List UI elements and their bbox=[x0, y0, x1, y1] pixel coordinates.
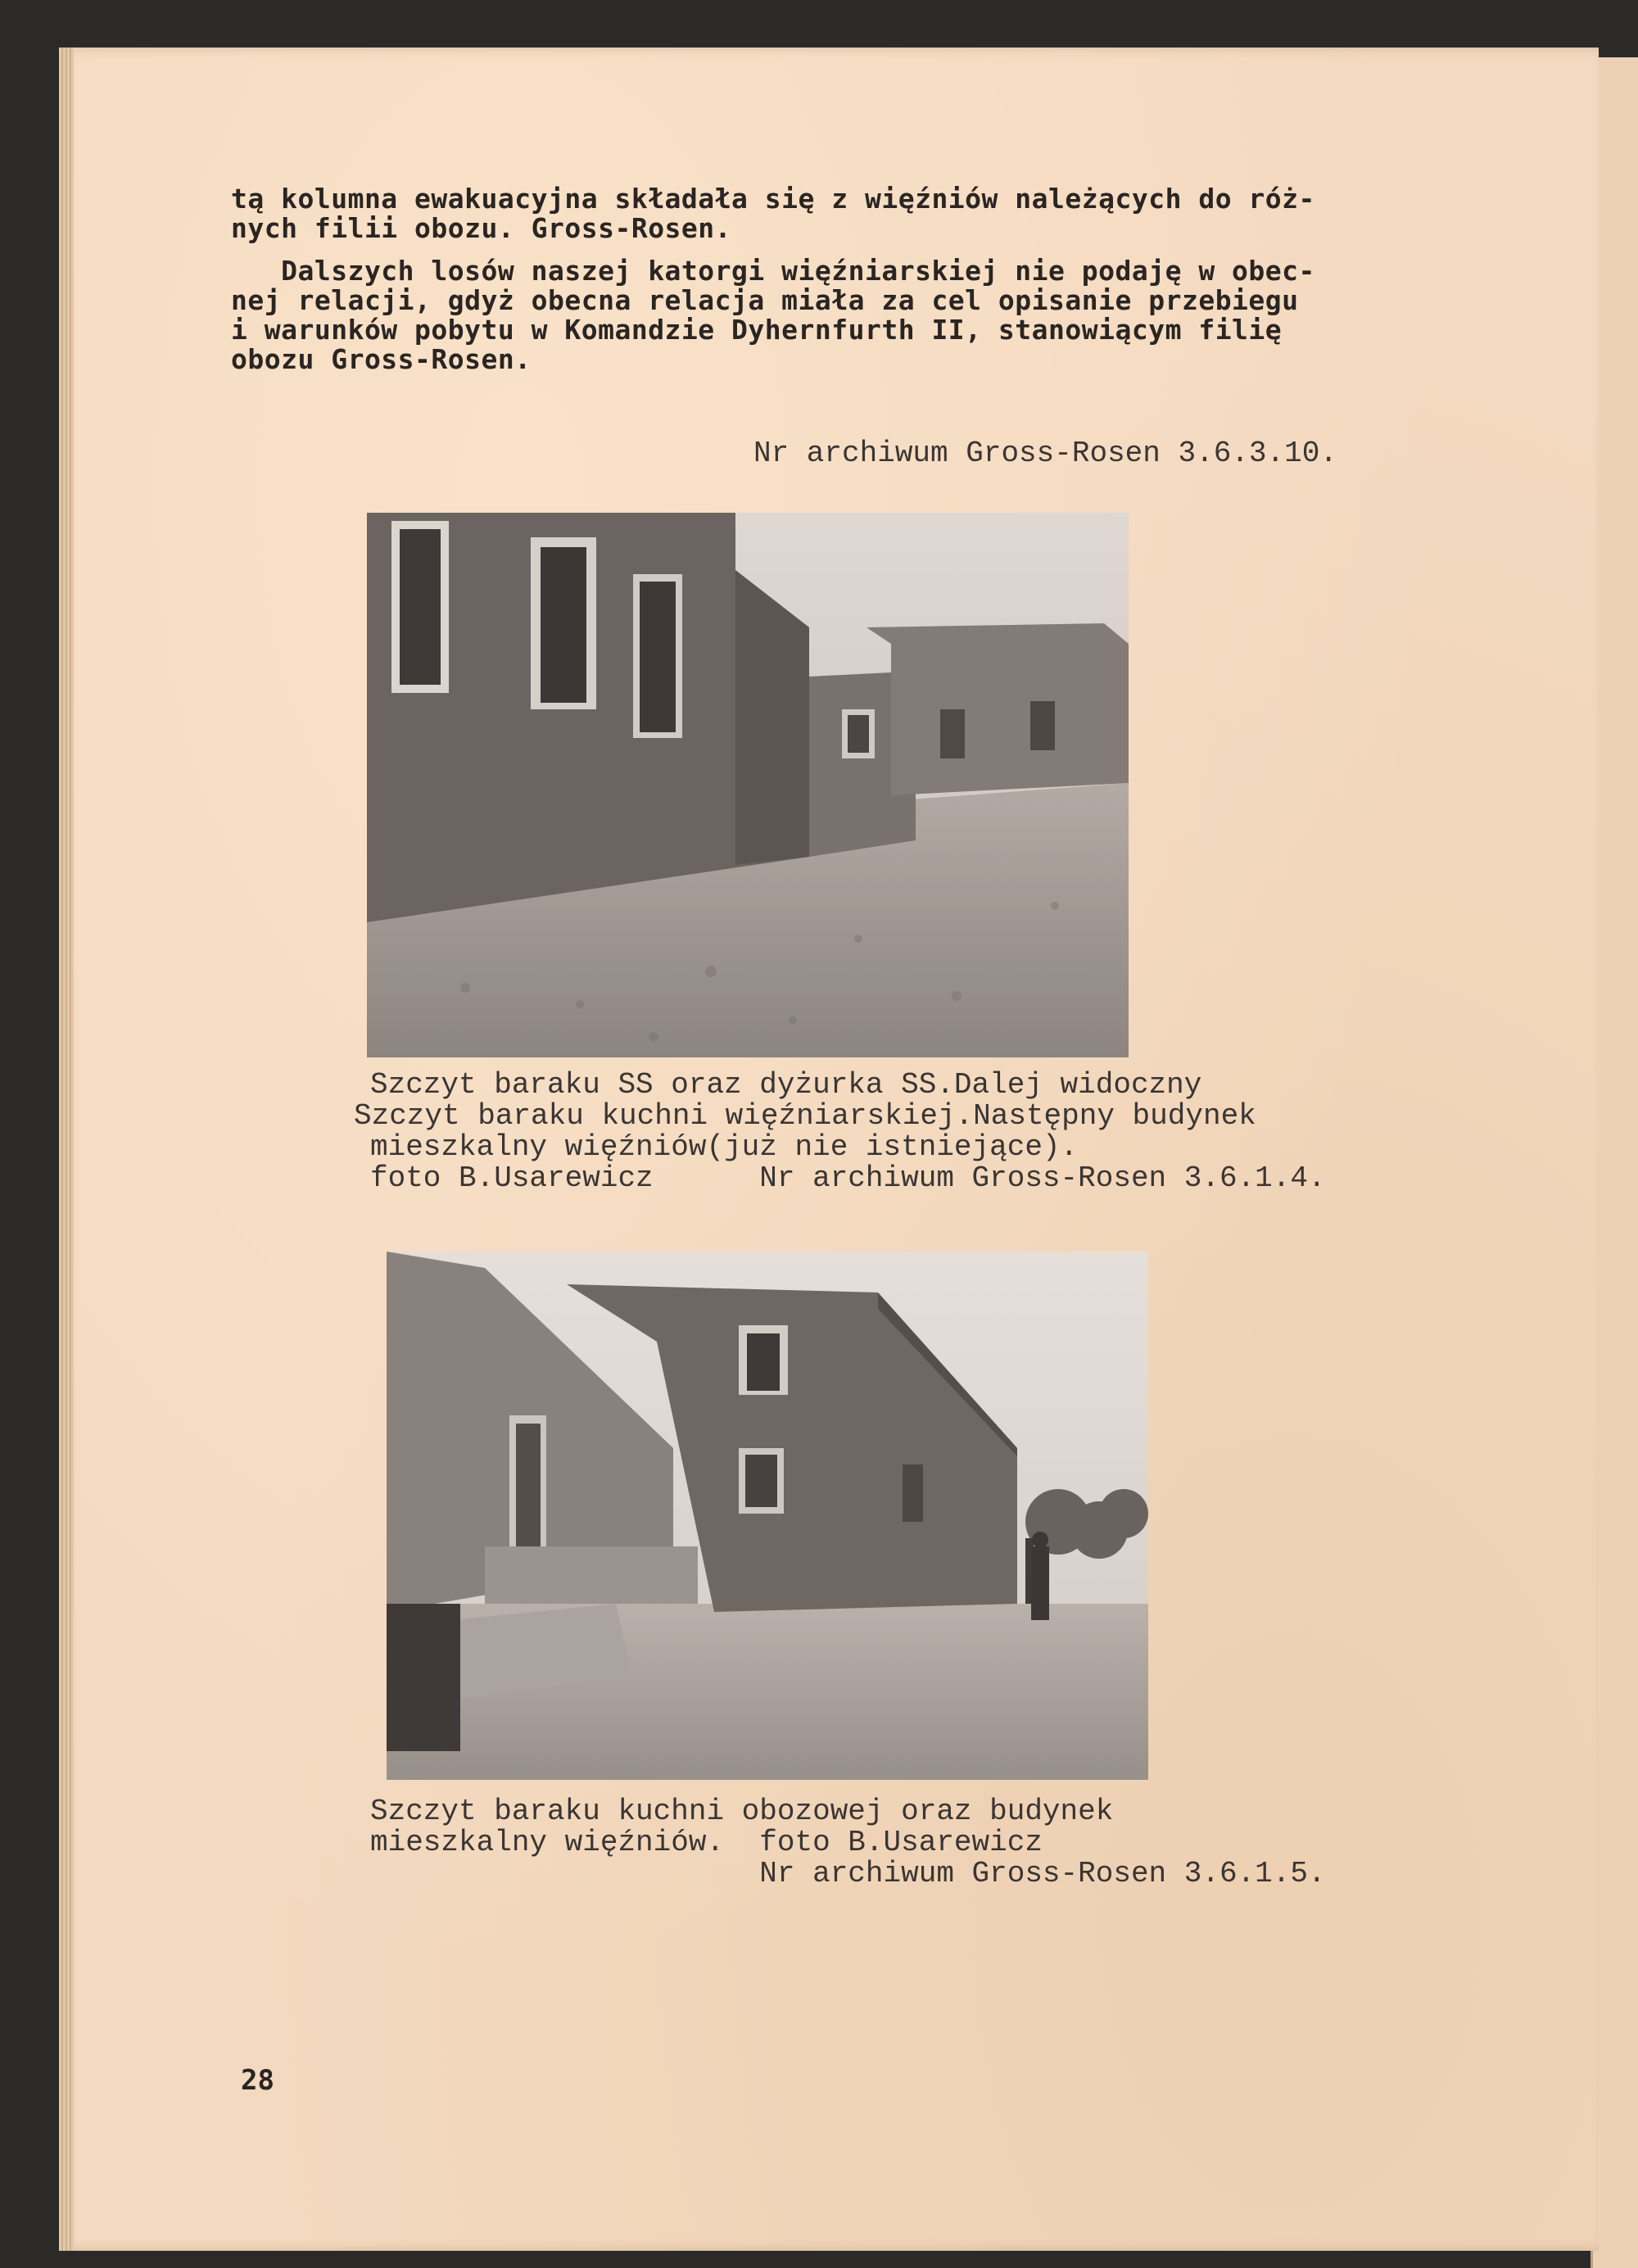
photo-kitchen-barrack bbox=[387, 1252, 1148, 1780]
page-number: 28 bbox=[241, 2064, 274, 2097]
photo2-caption-line-1: Szczyt baraku kuchni obozowej oraz budynek bbox=[370, 1795, 1114, 1828]
archive-reference-top: Nr archiwum Gross-Rosen 3.6.3.10. bbox=[753, 437, 1337, 470]
photo1-caption-line-3: mieszkalny więźniów(już nie istniejące). bbox=[370, 1130, 1079, 1164]
photo1-caption-line-2: Szczyt baraku kuchni więźniarskiej.Następny budynek bbox=[354, 1099, 1256, 1133]
paragraph-line-4: nej relacji, gdyż obecna relacja miała za cel opisanie przebiegu bbox=[231, 284, 1299, 316]
photo2-caption-line-2: mieszkalny więźniów. foto B.Usarewicz bbox=[370, 1826, 1043, 1859]
paragraph-line-2: nych filii obozu. Gross-Rosen. bbox=[231, 212, 732, 244]
photo1-caption-line-4: foto B.Usarewicz Nr archiwum Gross-Rosen 3.6.1.4. bbox=[370, 1161, 1326, 1195]
paragraph-line-1: tą kolumna ewakuacyjna składała się z więźniów należących do róż- bbox=[231, 183, 1315, 215]
photo2-caption-line-3: Nr archiwum Gross-Rosen 3.6.1.5. bbox=[370, 1857, 1326, 1890]
photo-ss-barrack bbox=[367, 513, 1129, 1057]
photo1-caption-line-1: Szczyt baraku SS oraz dyżurka SS.Dalej widoczny bbox=[370, 1068, 1202, 1102]
paragraph-line-6: obozu Gross-Rosen. bbox=[231, 343, 532, 375]
page-binding-edge bbox=[59, 48, 74, 2251]
paragraph-line-5: i warunków pobytu w Komandzie Dyhernfurth II, stanowiącym filię bbox=[231, 314, 1283, 346]
paragraph-line-3: Dalszych losów naszej katorgi więźniarskiej nie podaję w obec- bbox=[231, 255, 1315, 287]
